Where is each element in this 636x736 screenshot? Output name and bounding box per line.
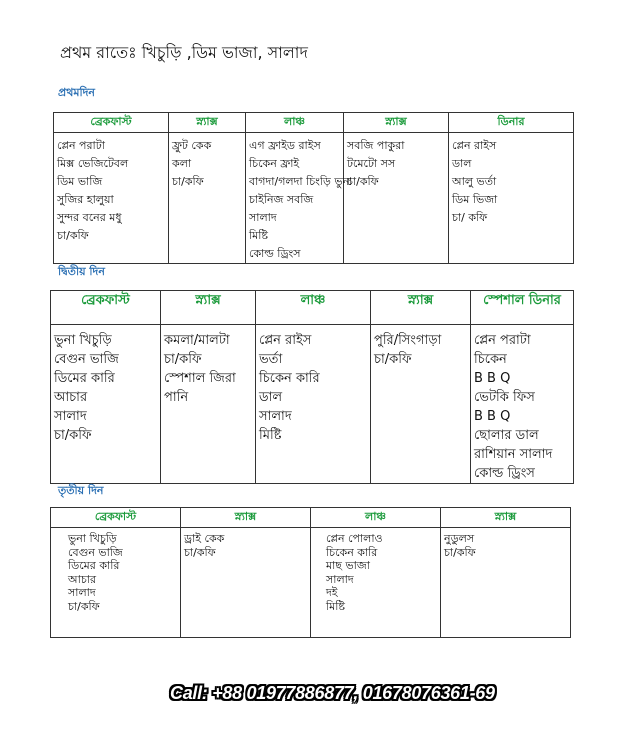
menu-item: ছোলার ডাল xyxy=(474,428,539,443)
menu-item: সবজি পাকুরা xyxy=(347,139,405,152)
menu-item: সালাদ xyxy=(68,586,96,599)
menu-item: টমেটো সস xyxy=(347,157,396,170)
day1-dinner-cell xyxy=(449,133,574,264)
menu-item: কোল্ড ড্রিংস xyxy=(249,247,301,260)
day2-snacks-1-cell xyxy=(161,325,256,484)
menu-item: দই xyxy=(326,586,338,599)
menu-item: বেগুন ভাজি xyxy=(68,545,123,559)
day2-header-snacks-1: স্ন্যাক্স xyxy=(161,291,256,325)
menu-item: সালাদ xyxy=(54,409,87,424)
day2-breakfast-cell xyxy=(51,325,161,484)
day1-lunch-cell xyxy=(246,133,353,264)
menu-item: ডাল xyxy=(452,157,472,170)
menu-item: প্লেন রাইস xyxy=(259,333,312,348)
menu-item: ভেটকি ফিস xyxy=(474,390,535,405)
day1-header-breakfast: ব্রেকফাস্ট xyxy=(54,113,169,133)
day1-header-lunch: লাঞ্চ xyxy=(246,113,344,133)
menu-item: কোল্ড ড্রিংস xyxy=(474,466,535,481)
day2-header-lunch: লাঞ্চ xyxy=(256,291,371,325)
day2-snacks-2-cell xyxy=(371,325,471,484)
menu-item: ডিমের কারি xyxy=(68,559,120,572)
day1-menu-table xyxy=(53,112,574,264)
menu-item: ডিম ভিজা xyxy=(452,193,498,206)
menu-item: রাশিয়ান সালাদ xyxy=(474,447,553,462)
day1-breakfast-cell xyxy=(54,133,169,264)
menu-item: সালাদ xyxy=(249,211,277,224)
menu-item: চা/কফি xyxy=(444,545,476,559)
menu-item: আচার xyxy=(68,572,97,586)
menu-item: প্লেন রাইস xyxy=(452,139,497,152)
day3-breakfast-cell xyxy=(51,528,181,638)
menu-item: ড্রাই কেক xyxy=(184,532,225,545)
day2-label: দ্বিতীয় দিন xyxy=(58,265,105,278)
menu-item: চিকেন কারি xyxy=(326,545,378,559)
day3-menu-table xyxy=(50,507,571,638)
menu-item: চা/কফি xyxy=(184,545,216,559)
menu-item: বাগদা/গলদা চিংড়ি ভুনা xyxy=(249,175,353,188)
menu-item: সালাদ xyxy=(326,572,354,586)
menu-item: প্লেন পরাটা xyxy=(474,333,531,348)
menu-item: চিকেন ফ্রাই xyxy=(249,157,300,170)
menu-item: প্লেন পোলাও xyxy=(326,532,383,545)
day3-header-snacks-2: স্ন্যাক্স xyxy=(441,508,571,528)
menu-item: এগ ফ্রাইড রাইস xyxy=(249,139,321,152)
menu-item: চা/কফি xyxy=(54,428,92,443)
day2-header-snacks-2: স্ন্যাক্স xyxy=(371,291,471,325)
menu-item: ভুনা খিচুড়ি xyxy=(68,532,117,545)
menu-item: মিষ্টি xyxy=(326,599,345,613)
day1-snacks-2-cell xyxy=(344,133,449,264)
menu-item: চিকেন কারি xyxy=(259,371,320,386)
menu-item: ডাল xyxy=(259,390,283,405)
menu-item: প্লেন পরাটা xyxy=(57,139,105,152)
day2-menu-table xyxy=(50,290,574,484)
menu-item: মাছ ভাজা xyxy=(326,559,370,572)
menu-item: স্পেশাল জিরা xyxy=(164,371,236,386)
menu-item: চা/কফি xyxy=(172,175,204,188)
day2-header-special-dinner: স্পেশাল ডিনার xyxy=(471,291,574,325)
menu-item: চিকেন xyxy=(474,352,507,367)
menu-item: ফ্রুট কেক xyxy=(172,139,212,152)
day1-header-dinner: ডিনার xyxy=(449,113,574,133)
menu-item: সুজির হালুয়া xyxy=(57,193,114,206)
day1-label: প্রথমদিন xyxy=(58,86,95,99)
day2-header-breakfast: ব্রেকফাস্ট xyxy=(51,291,161,325)
day3-snacks-1-cell xyxy=(181,528,311,638)
day3-label: তৃতীয় দিন xyxy=(58,484,104,497)
day1-header-snacks-2: স্ন্যাক্স xyxy=(344,113,449,133)
menu-item: চাইনিজ সবজি xyxy=(249,193,314,206)
menu-item: ভুনা খিচুড়ি xyxy=(54,333,112,348)
menu-item: কলা xyxy=(172,157,192,170)
menu-item: আলু ভর্তা xyxy=(452,175,497,188)
menu-item: নুডুলস xyxy=(444,532,475,545)
menu-item: কমলা/মালটা xyxy=(164,333,230,348)
menu-item: ডিম ভাজি xyxy=(57,175,103,188)
menu-item: ডিমের কারি xyxy=(54,371,115,386)
menu-item: সালাদ xyxy=(259,409,292,424)
menu-item: চা/ কফি xyxy=(452,211,488,224)
day3-header-lunch: লাঞ্চ xyxy=(311,508,441,528)
menu-item: চা/কফি xyxy=(68,599,100,613)
menu-item: মিষ্টি xyxy=(249,229,268,242)
menu-item: B B Q xyxy=(474,409,511,424)
day2-special-dinner-cell xyxy=(471,325,574,484)
menu-item: চা/কফি xyxy=(164,352,202,367)
day1-header-snacks-1: স্ন্যাক্স xyxy=(169,113,246,133)
menu-item: চা/কফি xyxy=(347,175,379,188)
menu-item: B B Q xyxy=(474,371,511,386)
menu-item: ভর্তা xyxy=(259,352,283,367)
menu-item: মিষ্টি xyxy=(259,428,282,443)
menu-item: পুরি/সিংগাড়া xyxy=(374,333,442,348)
day3-lunch-cell xyxy=(311,528,441,638)
day2-lunch-cell xyxy=(256,325,371,484)
day3-header-breakfast: ব্রেকফাস্ট xyxy=(51,508,181,528)
menu-item: আচার xyxy=(54,390,88,405)
call-phone-numbers: Call: +88 01977886877, 01678076361-69 xyxy=(170,683,495,703)
intro-line: প্রথম রাতেঃ খিচুড়ি ,ডিম ভাজা, সালাদ xyxy=(60,43,308,62)
menu-item: সুন্দর বনের মধু xyxy=(57,211,122,224)
day3-header-snacks-1: স্ন্যাক্স xyxy=(181,508,311,528)
menu-item: চা/কফি xyxy=(57,229,89,242)
menu-item: চা/কফি xyxy=(374,352,412,367)
day3-snacks-2-cell xyxy=(441,528,571,638)
menu-item: বেগুন ভাজি xyxy=(54,352,119,367)
menu-item: মিক্স ভেজিটেবল xyxy=(57,157,129,170)
day1-snacks-1-cell xyxy=(169,133,246,264)
menu-item: পানি xyxy=(164,390,189,405)
